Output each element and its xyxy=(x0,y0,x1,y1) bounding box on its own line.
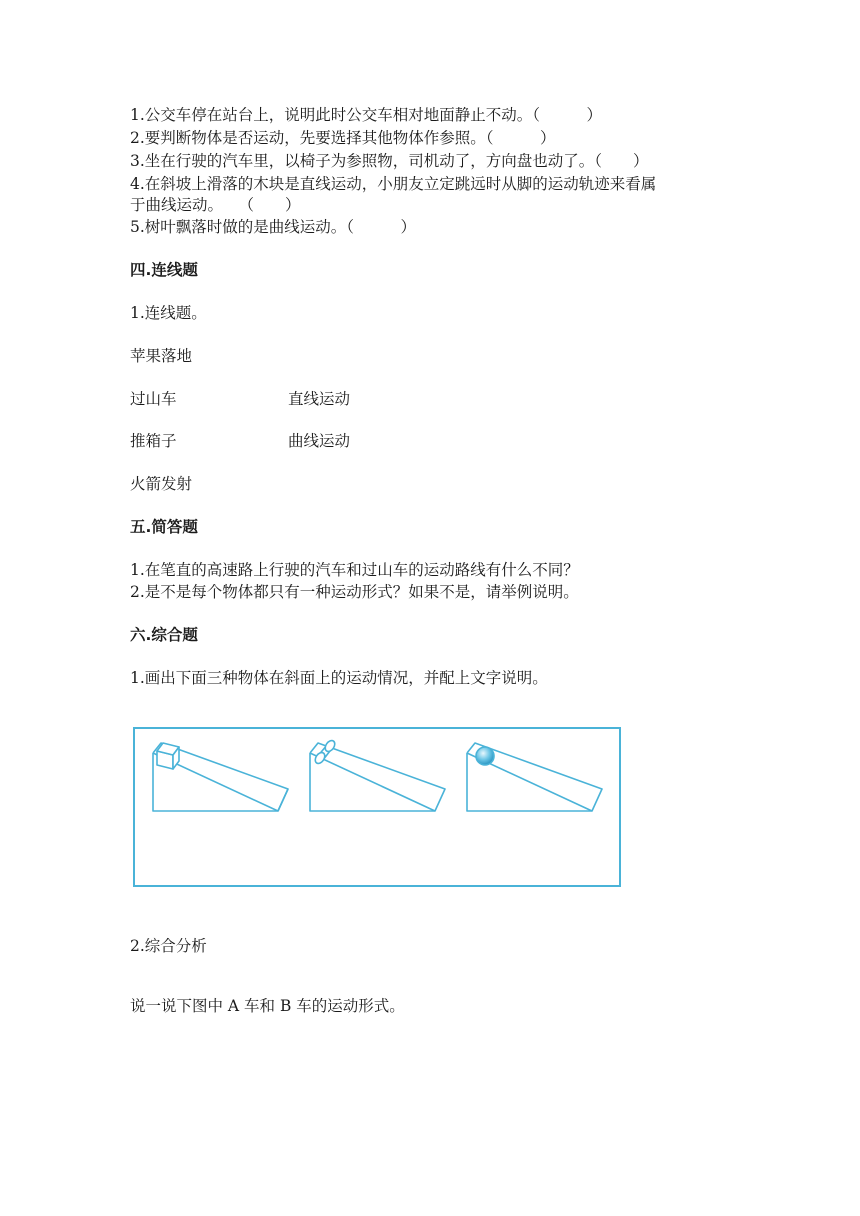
judgement-question-5: 5.树叶飘落时做的是曲线运动。（ ） xyxy=(130,218,417,236)
judgement-question-4-line-2: 于曲线运动。 （ ） xyxy=(130,196,301,214)
incline-figure xyxy=(133,727,621,887)
ramp-with-cube xyxy=(153,743,288,811)
matching-left-item-3: 推箱子 xyxy=(130,432,177,450)
short-answer-question-1: 1.在笔直的高速路上行驶的汽车和过山车的运动路线有什么不同？ xyxy=(130,561,579,579)
section-heading-matching: 四.连线题 xyxy=(130,261,198,279)
section-heading-comprehensive: 六.综合题 xyxy=(130,626,198,644)
cube-icon xyxy=(157,743,179,769)
comprehensive-question-1: 1.画出下面三种物体在斜面上的运动情况，并配上文字说明。 xyxy=(130,669,548,687)
matching-right-item-1: 直线运动 xyxy=(288,390,351,408)
comprehensive-question-2: 2.综合分析 xyxy=(130,937,207,955)
judgement-question-4-line-1: 4.在斜坡上滑落的木块是直线运动，小朋友立定跳远时从脚的运动轨迹来看属 xyxy=(130,175,657,193)
comprehensive-question-2-prompt: 说一说下图中 A 车和 B 车的运动形式。 xyxy=(130,997,405,1015)
cylinder-icon xyxy=(313,739,336,765)
matching-left-item-1: 苹果落地 xyxy=(130,347,193,365)
incline-figure-drawing xyxy=(135,729,619,885)
matching-left-item-2: 过山车 xyxy=(130,390,177,408)
ball-icon xyxy=(476,747,494,765)
ramp-with-ball xyxy=(467,743,602,811)
section-heading-short-answer: 五.简答题 xyxy=(130,518,198,536)
matching-left-item-4: 火箭发射 xyxy=(130,475,193,493)
matching-question-1: 1.连线题。 xyxy=(130,304,207,322)
short-answer-question-2: 2.是不是每个物体都只有一种运动形式？如果不是，请举例说明。 xyxy=(130,583,579,601)
judgement-question-3: 3.坐在行驶的汽车里，以椅子为参照物，司机动了，方向盘也动了。（ ） xyxy=(130,152,649,170)
judgement-question-1: 1.公交车停在站台上，说明此时公交车相对地面静止不动。（ ） xyxy=(130,106,603,124)
ramp-with-cylinder xyxy=(310,739,445,811)
judgement-question-2: 2.要判断物体是否运动，先要选择其他物体作参照。（ ） xyxy=(130,129,556,147)
matching-right-item-2: 曲线运动 xyxy=(288,432,351,450)
